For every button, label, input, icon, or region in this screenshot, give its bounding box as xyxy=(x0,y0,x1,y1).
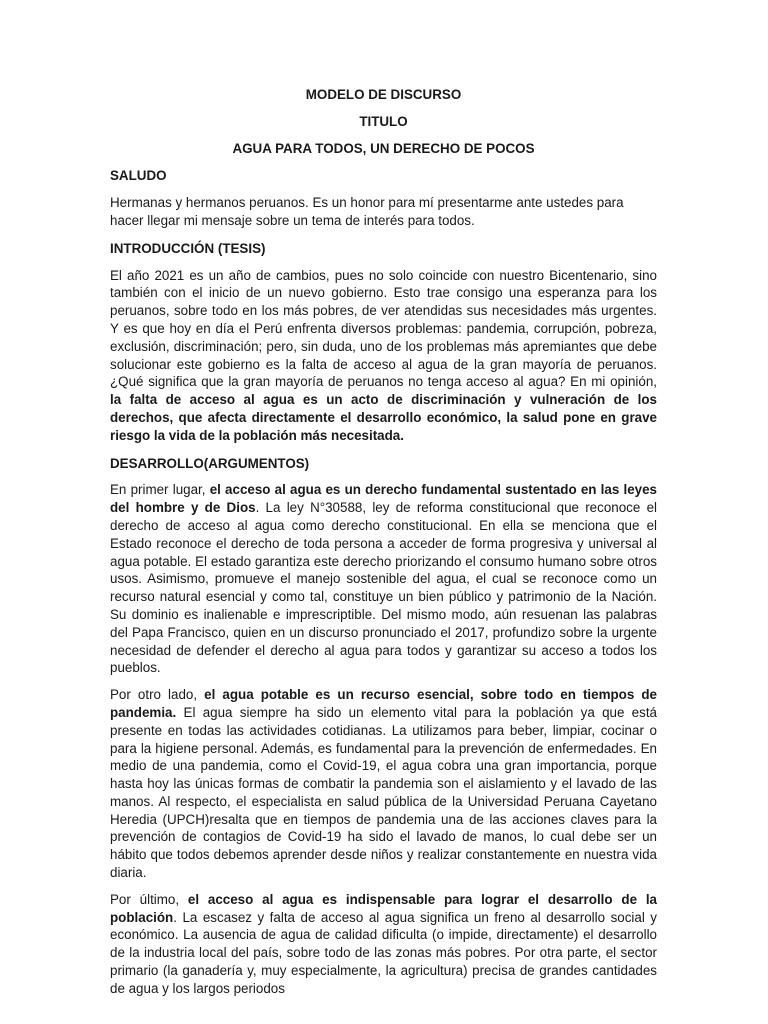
argument-1-lead: En primer lugar, xyxy=(110,482,210,498)
introduccion-thesis: la falta de acceso al agua es un acto de discriminación y vulneración de los derechos, que afecta directamente el desarrollo económico, la salud pone en grave riesgo la vida de la población más necesitada. xyxy=(110,392,657,443)
introduccion-paragraph xyxy=(110,267,657,445)
argument-1-text: . La ley N°30588, ley de reforma constitucional que reconoce el derecho de acceso al agua como derecho constitucional. En ella se menciona que el Estado reconoce el derecho de toda persona a acceder de forma progresiva y universal al agua potable. El estado garantiza este derecho priorizando el consumo humano sobre otros usos. Asimismo, promueve el manejo sostenible del agua, el cual se reconoce como un recurso natural esencial y como tal, constituye un bien público y patrimonio de la Nación. Su dominio es inalienable e imprescriptible. Del mismo modo, aún resuenan las palabras del Papa Francisco, quien en un discurso pronunciado el 2017, profundizo sobre la urgente necesidad de defender el derecho al agua para todos y garantizar su acceso a todos los pueblos. xyxy=(110,500,657,676)
desarrollo-heading: DESARROLLO(ARGUMENTOS) xyxy=(110,455,310,471)
argument-3-claim: el acceso al agua es indispensable para lograr el desarrollo de la población xyxy=(110,891,657,925)
introduccion-text: El año 2021 es un año de cambios, pues no solo coincide con nuestro Bicentenario, sino también con el inicio de un nuevo gobierno. Esto trae consigo una esperanza para los peruanos, sobre todo en los más pobres, de ver atendidas sus necesidades más urgentes. Y es que hoy en día el Perú enfrenta diversos problemas: pandemia, corrupción, pobreza, exclusión, discriminación; pero, sin duda, uno de los problemas más apremiantes que debe solucionar este gobierno es la falta de acceso al agua de la gran mayoría de peruanos. ¿Qué significa que la gran mayoría de peruanos no tenga acceso al agua? En mi opinión, xyxy=(110,267,657,390)
argument-paragraph-1 xyxy=(110,481,657,677)
speech-title: AGUA PARA TODOS, UN DERECHO DE POCOS xyxy=(232,140,535,156)
argument-2-text: El agua siempre ha sido un elemento vital para la población ya que está presente en todas las actividades cotidianas. La utilizamos para beber, limpiar, cocinar o para la higiene personal. Además, es fundamental para la prevención de enfermedades. En medio de una pandemia, como el Covid-19, el agua cobra una gran importancia, porque hasta hoy las únicas formas de combatir la pandemia son el aislamiento y el lavado de las manos. Al respecto, el especialista en salud pública de la Universidad Peruana Cayetano Heredia (UPCH)resalta que en tiempos de pandemia una de las acciones claves para la prevención de contagios de Covid-19 ha sido el lavado de manos, lo cual debe ser un hábito que todos debemos aprender desde niños y realizar constantemente en nuestra vida diaria. xyxy=(110,704,657,881)
saludo-paragraph: Hermanas y hermanos peruanos. Es un honor para mí presentarme ante ustedes para hacer llegar mi mensaje sobre un tema de interés para todos. xyxy=(110,195,624,228)
saludo-heading: SALUDO xyxy=(110,168,167,184)
document-title: MODELO DE DISCURSO xyxy=(305,87,462,102)
argument-3-text: . La escasez y falta de acceso al agua significa un freno al desarrollo social y económico. La ausencia de agua de calidad dificulta (o impide, directamente) el desarrollo de la industria local del país, sobre todo de las zonas más pobres. Por otra parte, el sector primario (la ganadería y, muy especialmente, la agricultura) precisa de grandes cantidades de agua y los largos periodos xyxy=(110,909,657,996)
introduccion-heading: INTRODUCCIÓN (TESIS) xyxy=(110,240,266,256)
title-label: TITULO xyxy=(359,113,408,129)
argument-2-claim: el agua potable es un recurso esencial, sobre todo en tiempos de pandemia. xyxy=(110,687,657,720)
argument-paragraph-3 xyxy=(110,891,657,998)
argument-3-lead: Por último, xyxy=(110,891,188,907)
argument-1-claim: el acceso al agua es un derecho fundamental sustentado en las leyes del hombre y de Dios xyxy=(110,482,657,516)
argument-paragraph-2 xyxy=(110,686,657,882)
argument-2-lead: Por otro lado, xyxy=(110,687,205,703)
